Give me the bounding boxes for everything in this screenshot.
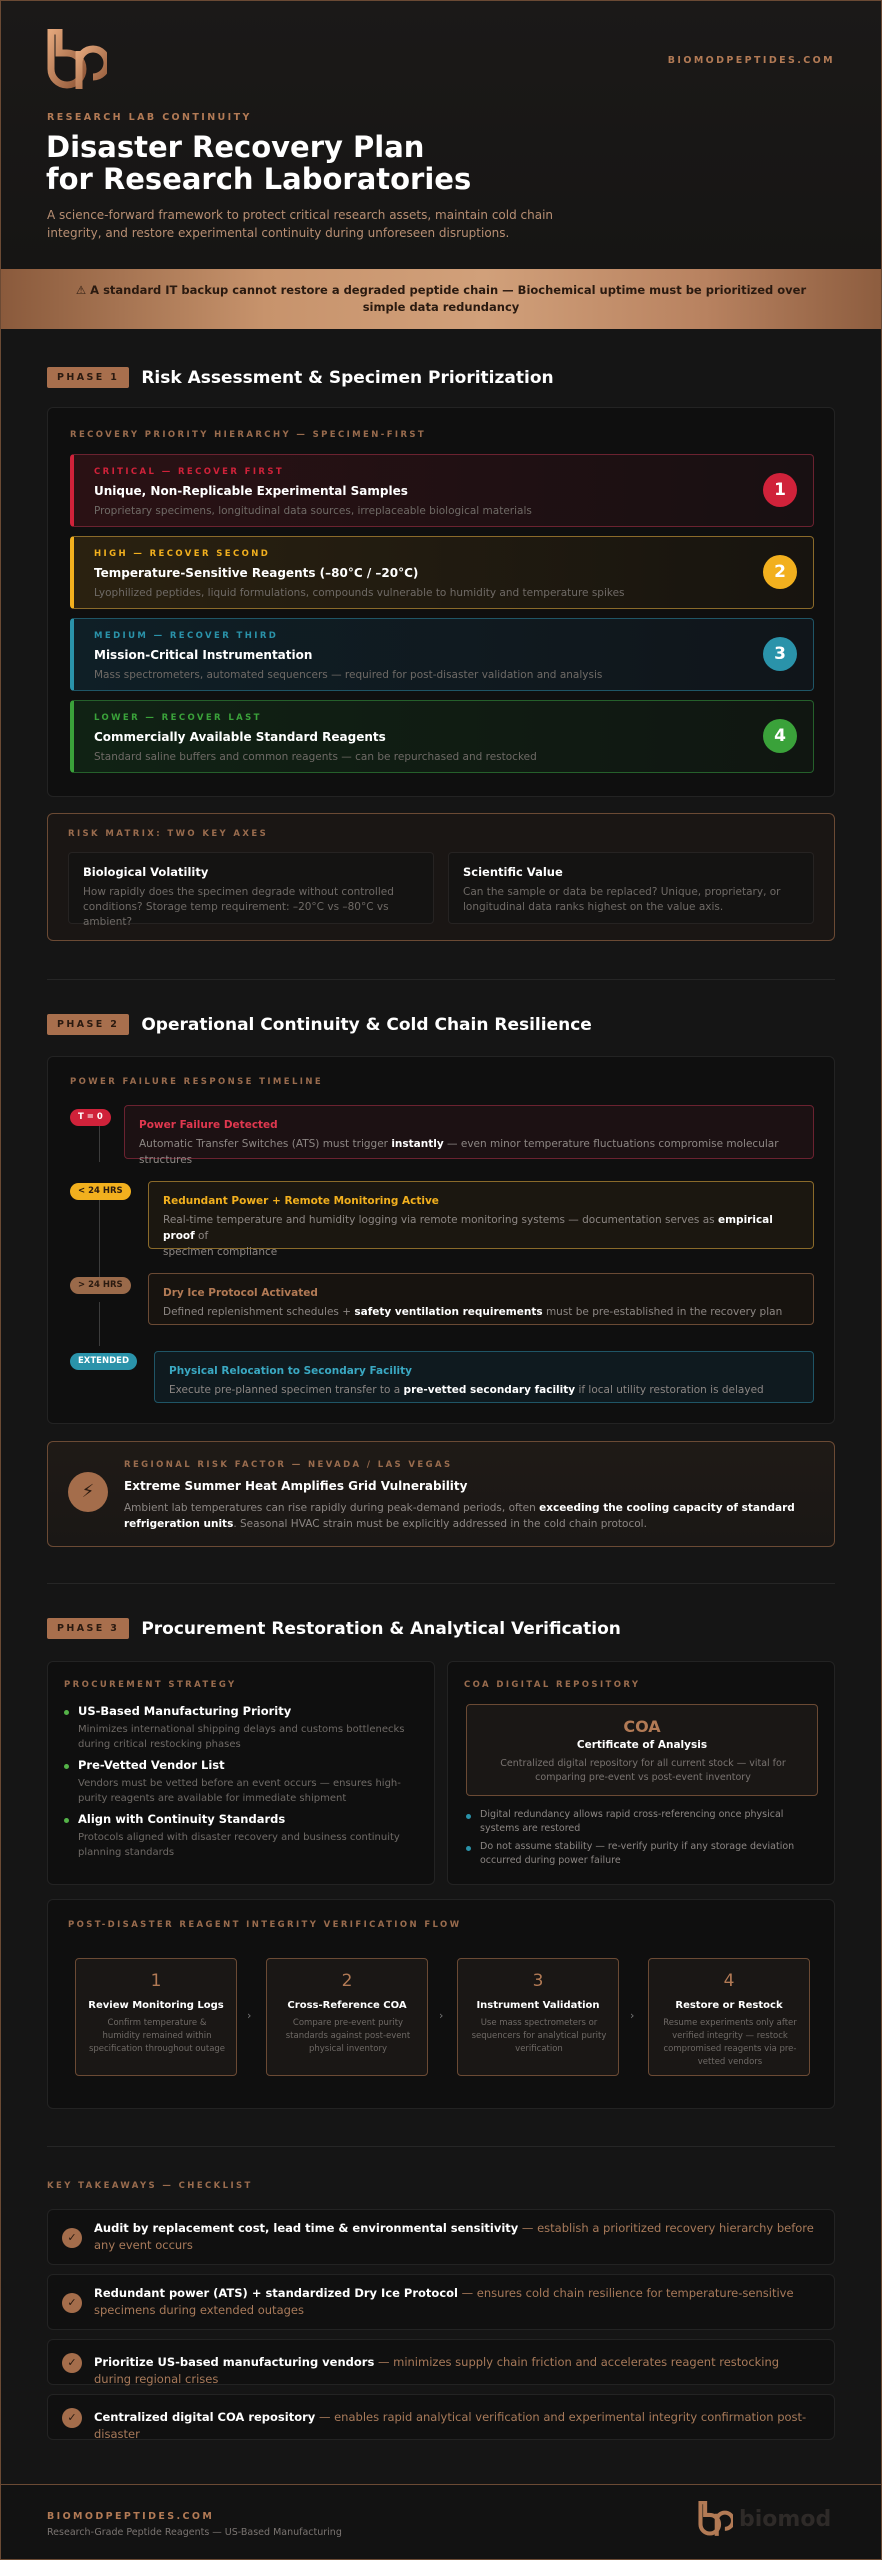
flow-step-2: [266, 1958, 428, 2076]
procurement-item-desc: Minimizes international shipping delays and customs bottlenecks during critical restocking phases: [78, 1724, 405, 1750]
risk-matrix-label: RISK MATRIX: TWO KEY AXES: [68, 829, 269, 839]
takeaway-item: [47, 2274, 835, 2330]
procurement-item-title: US-Based Manufacturing Priority: [78, 1704, 292, 1718]
priority-level: MEDIUM — RECOVER THIRD: [94, 631, 279, 641]
priority-card-high: [70, 536, 814, 609]
priority-desc: Proprietary specimens, longitudinal data sources, irreplaceable biological materials: [94, 505, 532, 517]
priority-number-badge: 4: [763, 719, 797, 753]
timeline-pill-over24h: > 24 HRS: [70, 1277, 131, 1294]
takeaway-text: Redundant power (ATS) + standardized Dry Ice Protocol — ensures cold chain resilience for temperature-sensitive specimens during extended outages: [94, 2286, 794, 2317]
coa-title: Certificate of Analysis: [576, 1739, 708, 1751]
timeline-card-redundant-power: [148, 1181, 814, 1258]
bullet-dot: [466, 1814, 471, 1819]
timeline-card-title: Dry Ice Protocol Activated: [163, 1287, 318, 1299]
timeline-connector: [99, 1302, 100, 1346]
footer-logo: [697, 2501, 837, 2545]
step-title: Restore or Restock: [675, 2000, 783, 2011]
section-divider: [47, 979, 835, 980]
warning-banner-text: ⚠ A standard IT backup cannot restore a degraded peptide chain — Biochemical uptime must be prioritized over simple data redundancy: [75, 283, 807, 314]
takeaways-label: KEY TAKEAWAYS — CHECKLIST: [47, 2181, 253, 2191]
timeline-card-title: Power Failure Detected: [139, 1119, 278, 1131]
priority-desc: Mass spectrometers, automated sequencers — required for post-disaster validation and analysis: [94, 669, 603, 681]
footer-tagline: Research-Grade Peptide Reagents — US-Based Manufacturing: [47, 2527, 342, 2538]
verification-flow-panel: [47, 1899, 835, 2109]
page-title: [46, 131, 646, 195]
procurement-item-desc: Vendors must be vetted before an event occurs — ensures high-purity reagents are available for immediate shipment: [78, 1778, 401, 1804]
timeline-pill-t0: T = 0: [70, 1109, 111, 1126]
footer-brand-word: biomod: [739, 2507, 832, 2532]
matrix-axis-volatility: [68, 852, 434, 928]
phase-2-tag: PHASE 2: [47, 1014, 129, 1035]
flow-step-4: [648, 1958, 810, 2076]
step-title: Review Monitoring Logs: [88, 2000, 224, 2011]
verification-flow-label: POST-DISASTER REAGENT INTEGRITY VERIFICATION FLOW: [68, 1920, 462, 1930]
coa-point: Do not assume stability — re-verify purity if any storage deviation occurred during power failure: [480, 1841, 795, 1866]
title-line-1: Disaster Recovery Plan: [46, 130, 425, 164]
priority-level: LOWER — RECOVER LAST: [94, 713, 262, 723]
phase-1-tag: PHASE 1: [47, 367, 129, 388]
regional-risk-panel: [47, 1441, 835, 1547]
warning-banner: [1, 269, 881, 329]
matrix-axis-title: Scientific Value: [463, 865, 563, 879]
eyebrow: RESEARCH LAB CONTINUITY: [47, 112, 252, 123]
step-desc: Resume experiments only after verified integrity — restock compromised reagents via pre-vetted vendors: [663, 2018, 797, 2067]
priority-hierarchy-panel: [47, 407, 835, 797]
takeaway-text: Audit by replacement cost, lead time & environmental sensitivity — establish a prioritized recovery hierarchy before any event occurs: [94, 2221, 814, 2252]
step-desc: Use mass spectrometers or sequencers for analytical purity verification: [471, 2018, 607, 2054]
matrix-axis-title: Biological Volatility: [83, 865, 209, 879]
regional-desc: Ambient lab temperatures can rise rapidly during peak-demand periods, often exceeding the cooling capacity of standard refrigeration units. Seasonal HVAC strain must be explicitly addressed in the cold chain protocol.: [124, 1502, 795, 1530]
timeline-connector: [99, 1187, 100, 1277]
timeline-card-power-failure: [124, 1105, 814, 1166]
regional-title: Extreme Summer Heat Amplifies Grid Vulnerability: [124, 1479, 468, 1493]
footer-site-url[interactable]: BIOMODPEPTIDES.COM: [47, 2511, 215, 2522]
phase-1-heading: [47, 367, 554, 388]
coa-desc: Centralized digital repository for all current stock — vital for comparing pre-event vs post-event inventory: [500, 1758, 786, 1783]
procurement-item-title: Pre-Vetted Vendor List: [78, 1758, 225, 1772]
phase-2-title: Operational Continuity & Cold Chain Resilience: [141, 1014, 592, 1035]
step-number: 4: [723, 1971, 735, 1991]
matrix-axis-value: [448, 852, 814, 924]
step-number: 1: [150, 1971, 162, 1991]
biomod-logo-icon: [45, 29, 107, 91]
footer: [1, 2484, 881, 2560]
risk-matrix-panel: [47, 813, 835, 941]
takeaway-text: Prioritize US-based manufacturing vendors — minimizes supply chain friction and accelerates reagent restocking during regional crises: [94, 2355, 780, 2386]
checkmark-icon: ✓: [62, 2228, 82, 2248]
priority-desc: Standard saline buffers and common reagents — can be repurchased and restocked: [94, 751, 537, 763]
bullet-dot: [64, 1764, 69, 1769]
coa-certificate-card: [466, 1704, 818, 1796]
bullet-dot: [64, 1818, 69, 1823]
step-number: 3: [532, 1971, 544, 1991]
phase-2-heading: [47, 1014, 592, 1035]
priority-number-badge: 2: [763, 555, 797, 589]
priority-level: HIGH — RECOVER SECOND: [94, 549, 271, 559]
priority-card-critical: [70, 454, 814, 527]
chevron-right-icon: ›: [630, 2009, 635, 2022]
timeline-label: POWER FAILURE RESPONSE TIMELINE: [70, 1077, 324, 1087]
priority-level: CRITICAL — RECOVER FIRST: [94, 467, 285, 477]
coa-label: COA DIGITAL REPOSITORY: [464, 1680, 641, 1690]
priority-title: Mission-Critical Instrumentation: [94, 648, 313, 662]
header: [1, 1, 881, 269]
flow-step-3: [457, 1958, 619, 2076]
takeaway-item: [47, 2339, 835, 2385]
priority-hierarchy-label: RECOVERY PRIORITY HIERARCHY — SPECIMEN-FIRST: [70, 430, 427, 440]
step-desc: Compare pre-event purity standards against post-event physical inventory: [285, 2018, 411, 2054]
priority-title: Temperature-Sensitive Reagents (–80°C / –20°C): [94, 566, 419, 580]
checkmark-icon: ✓: [62, 2353, 82, 2373]
step-title: Cross-Reference COA: [287, 2000, 407, 2011]
coa-point: Digital redundancy allows rapid cross-referencing once physical systems are restored: [480, 1809, 784, 1834]
procurement-item-title: Align with Continuity Standards: [78, 1812, 286, 1826]
priority-number-badge: 1: [763, 473, 797, 507]
procurement-label: PROCUREMENT STRATEGY: [64, 1680, 237, 1690]
takeaway-text: Centralized digital COA repository — enables rapid analytical verification and experimental integrity confirmation post-disaster: [94, 2410, 807, 2441]
phase-1-title: Risk Assessment & Specimen Prioritization: [141, 367, 554, 388]
page-subtitle: A science-forward framework to protect critical research assets, maintain cold chain integrity, and restore experimental continuity during unforeseen disruptions.: [47, 208, 554, 240]
coa-panel: [447, 1661, 835, 1885]
phase-3-heading: [47, 1618, 621, 1639]
priority-title: Commercially Available Standard Reagents: [94, 730, 386, 744]
procurement-panel: [47, 1661, 435, 1885]
timeline-card-desc: Defined replenishment schedules + safety ventilation requirements must be pre-established in the recovery plan: [163, 1306, 783, 1318]
lightning-icon: ⚡: [68, 1472, 108, 1512]
step-title: Instrument Validation: [476, 2000, 600, 2011]
title-line-2: for Research Laboratories: [46, 162, 472, 196]
biomod-logo-icon: [697, 2501, 733, 2537]
timeline-card-desc: Automatic Transfer Switches (ATS) must trigger instantly — even minor temperature fluctuations compromise molecular structures: [139, 1138, 779, 1166]
site-url[interactable]: BIOMODPEPTIDES.COM: [667, 55, 835, 66]
takeaway-item: [47, 2209, 835, 2265]
phase-3-tag: PHASE 3: [47, 1618, 129, 1639]
matrix-axis-desc: How rapidly does the specimen degrade without controlled conditions? Storage temp requirement: –20°C vs –80°C vs ambient?: [83, 886, 394, 928]
procurement-item-desc: Protocols aligned with disaster recovery and business continuity planning standards: [78, 1832, 400, 1858]
priority-card-medium: [70, 618, 814, 691]
step-desc: Confirm temperature & humidity remained within specification throughout outage: [88, 2018, 226, 2054]
phase-3-title: Procurement Restoration & Analytical Verification: [141, 1618, 621, 1639]
regional-label: REGIONAL RISK FACTOR — NEVADA / LAS VEGAS: [124, 1460, 453, 1470]
section-divider: [47, 2146, 835, 2147]
timeline-pill-extended: EXTENDED: [70, 1353, 137, 1370]
timeline-card-relocation: [154, 1351, 814, 1403]
checkmark-icon: ✓: [62, 2408, 82, 2428]
timeline-card-title: Physical Relocation to Secondary Facility: [169, 1365, 413, 1377]
priority-card-lower: [70, 700, 814, 773]
priority-number-badge: 3: [763, 637, 797, 671]
matrix-axis-desc: Can the sample or data be replaced? Unique, proprietary, or longitudinal data ranks highest on the value axis.: [463, 886, 781, 913]
timeline-card-desc: Real-time temperature and humidity logging via remote monitoring systems — documentation serves as empirical proof of specimen compliance: [163, 1214, 773, 1258]
bullet-dot: [64, 1710, 69, 1715]
coa-badge: COA: [623, 1717, 661, 1736]
chevron-right-icon: ›: [247, 2009, 252, 2022]
bullet-dot: [466, 1846, 471, 1851]
section-divider: [47, 1583, 835, 1584]
timeline-card-desc: Execute pre-planned specimen transfer to a pre-vetted secondary facility if local utility restoration is delayed: [169, 1384, 764, 1396]
timeline-card-dry-ice: [148, 1273, 814, 1325]
timeline-pill-24h: < 24 HRS: [70, 1183, 131, 1200]
timeline-panel: [47, 1056, 835, 1424]
chevron-right-icon: ›: [439, 2009, 444, 2022]
priority-desc: Lyophilized peptides, liquid formulations, compounds vulnerable to humidity and temperature spikes: [94, 587, 625, 599]
flow-step-1: [75, 1958, 237, 2076]
takeaway-item: [47, 2394, 835, 2440]
timeline-card-title: Redundant Power + Remote Monitoring Active: [163, 1195, 439, 1207]
step-number: 2: [341, 1971, 353, 1991]
checkmark-icon: ✓: [62, 2293, 82, 2313]
priority-title: Unique, Non-Replicable Experimental Samples: [94, 484, 408, 498]
